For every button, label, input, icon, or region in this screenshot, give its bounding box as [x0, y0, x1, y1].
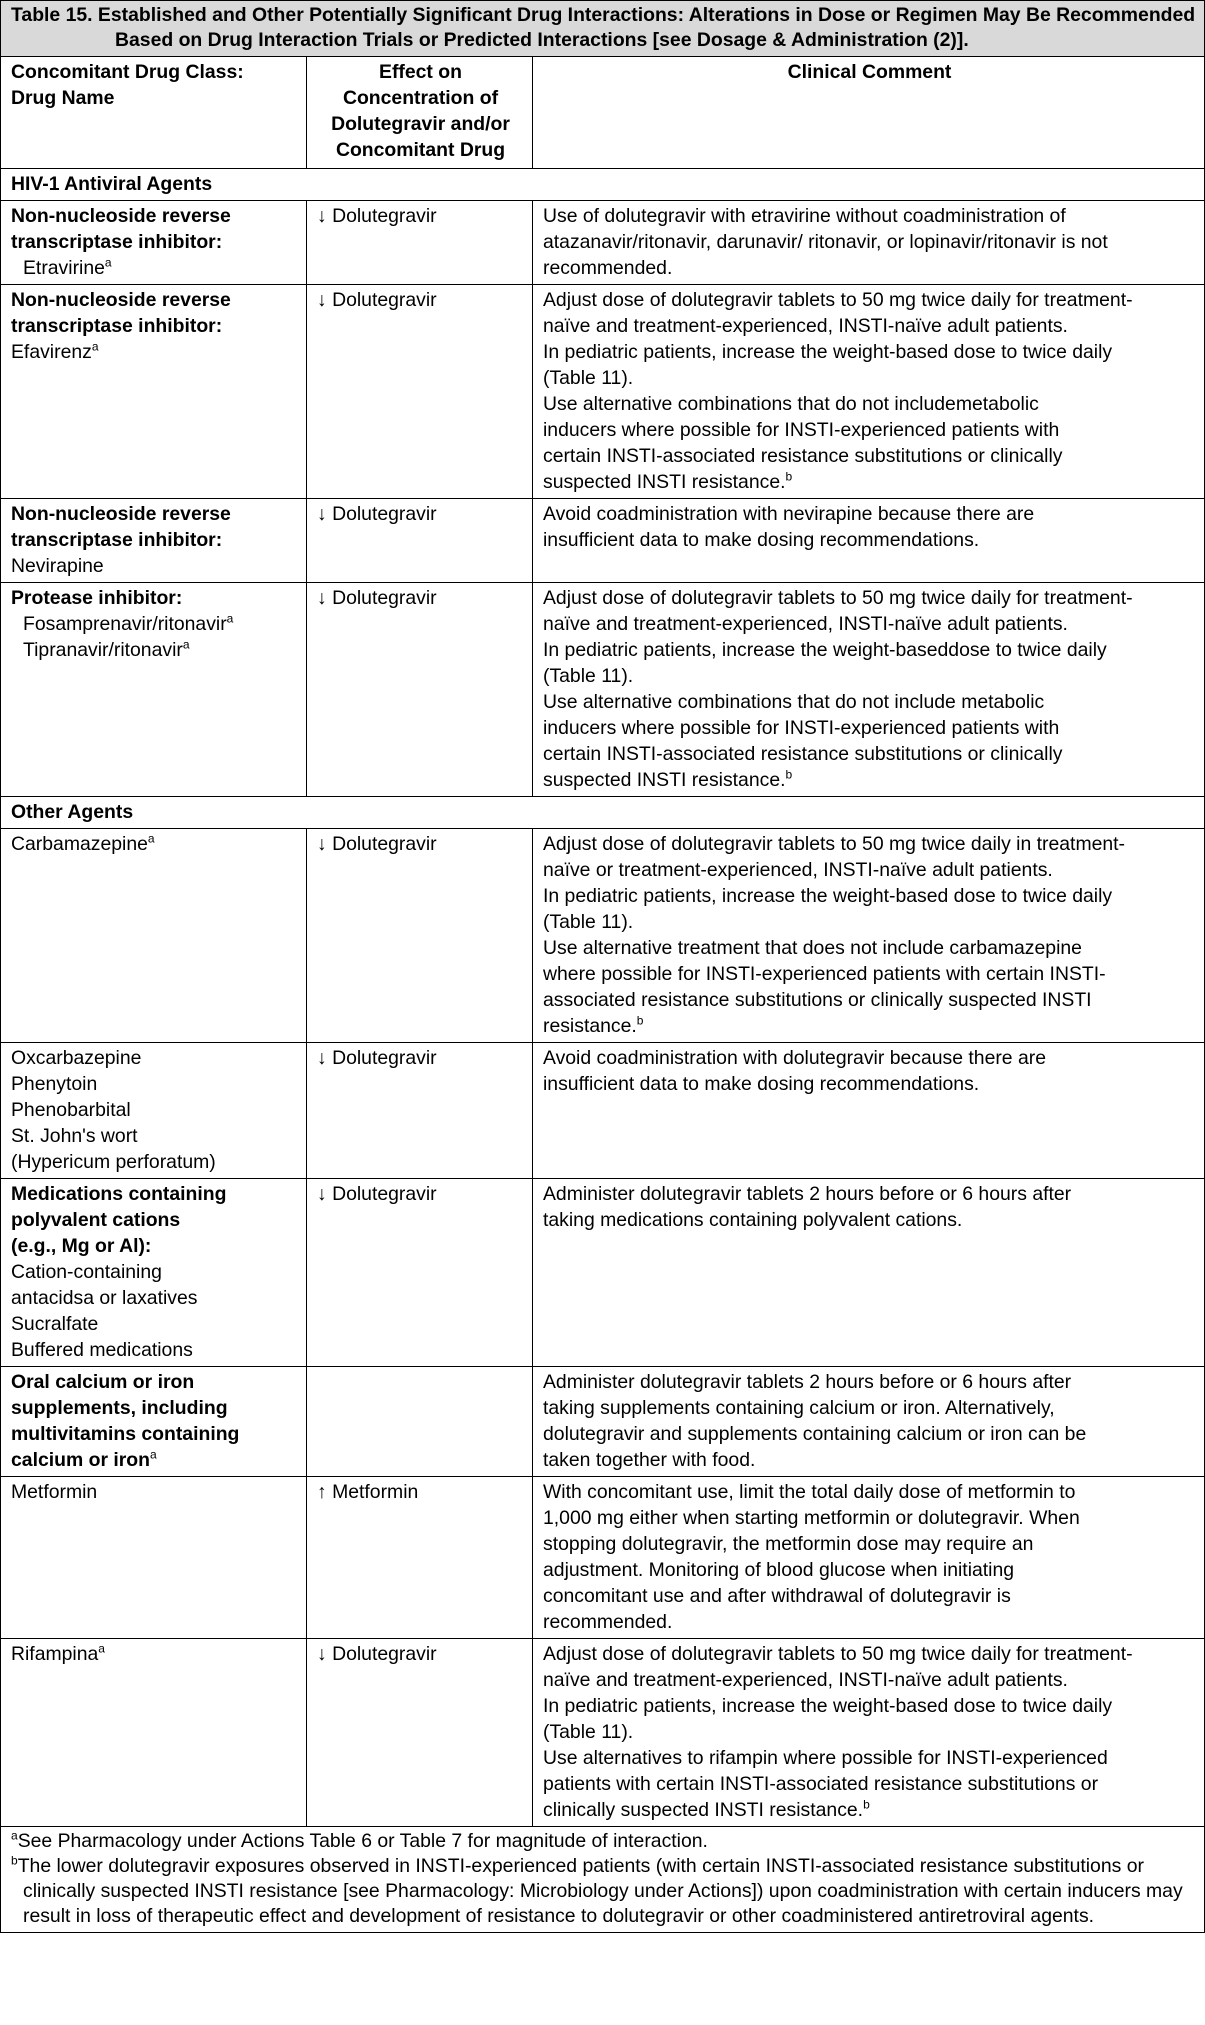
- drug-class-label: transcriptase inhibitor:: [11, 529, 223, 551]
- comment-line: certain INSTI-associated resistance substitutions or clinically: [543, 445, 1063, 467]
- table-row: [1, 583, 1205, 797]
- comment-line: Avoid coadministration with dolutegravir because there are: [543, 1047, 1047, 1069]
- header-drug-class-line2: Drug Name: [11, 87, 115, 109]
- drug-cell: [1, 1639, 307, 1827]
- comment-line: taken together with food.: [543, 1449, 756, 1471]
- drug-name: St. John's wort: [11, 1125, 138, 1147]
- drug-class-label: Non-nucleoside reverse: [11, 205, 231, 227]
- comment-line: certain INSTI-associated resistance substitutions or clinically: [543, 743, 1063, 765]
- comment-line: Administer dolutegravir tablets 2 hours before or 6 hours after: [543, 1183, 1072, 1205]
- comment-cell: [533, 1367, 1205, 1477]
- comment-line: dolutegravir and supplements containing calcium or iron can be: [543, 1423, 1087, 1445]
- drug-cell: [1, 499, 307, 583]
- effect-cell: ↓ Dolutegravir: [307, 499, 533, 583]
- drug-name: Efavirenz$^a$: [11, 339, 99, 363]
- comment-line: resistance.$^b$: [543, 1013, 644, 1037]
- comment-line: (Table 11).: [543, 911, 634, 933]
- drug-name: Oxcarbazepine: [11, 1047, 142, 1069]
- comment-line: In pediatric patients, increase the weight-based dose to twice daily: [543, 885, 1113, 907]
- effect-cell: ↓ Dolutegravir: [307, 201, 533, 285]
- header-effect-line1: Effect on: [379, 61, 462, 83]
- comment-cell: [533, 583, 1205, 797]
- drug-cell: [1, 1043, 307, 1179]
- effect-cell: ↓ Dolutegravir: [307, 1639, 533, 1827]
- table-row: [1, 285, 1205, 499]
- comment-line: Use alternative combinations that do not includemetabolic: [543, 393, 1039, 415]
- drug-name: Rifampina$^a$: [11, 1641, 105, 1665]
- drug-class-label: Protease inhibitor:: [11, 587, 183, 609]
- header-drug-class-line1: Concomitant Drug Class:: [11, 61, 244, 83]
- comment-line: Administer dolutegravir tablets 2 hours before or 6 hours after: [543, 1371, 1072, 1393]
- drug-name: antacidsa or laxatives: [11, 1287, 198, 1309]
- comment-line: With concomitant use, limit the total daily dose of metformin to: [543, 1481, 1076, 1503]
- drug-class-label: Oral calcium or iron: [11, 1371, 195, 1393]
- comment-line: In pediatric patients, increase the weight-baseddose to twice daily: [543, 639, 1107, 661]
- table-row: [1, 201, 1205, 285]
- comment-line: concomitant use and after withdrawal of dolutegravir is: [543, 1585, 1011, 1607]
- drug-name: Phenobarbital: [11, 1099, 131, 1121]
- comment-line: In pediatric patients, increase the weight-based dose to twice daily: [543, 1695, 1113, 1717]
- header-effect-line2: Concentration of: [342, 87, 499, 109]
- comment-line: associated resistance substitutions or clinically suspected INSTI: [543, 989, 1092, 1011]
- comment-line: naïve and treatment-experienced, INSTI-naïve adult patients.: [543, 1669, 1068, 1691]
- header-drug-class: [1, 57, 307, 169]
- footnote-ref: a: [91, 339, 99, 354]
- effect-cell: ↓ Dolutegravir: [307, 829, 533, 1043]
- comment-cell: [533, 1477, 1205, 1639]
- comment-line: inducers where possible for INSTI-experienced patients with: [543, 419, 1060, 441]
- footnote-mark: a: [11, 1828, 18, 1843]
- drug-name: Carbamazepine$^a$: [11, 831, 155, 855]
- drug-name: Buffered medications: [11, 1339, 193, 1361]
- drug-class-label: Non-nucleoside reverse: [11, 503, 231, 525]
- comment-cell: [533, 201, 1205, 285]
- comment-cell: [533, 1639, 1205, 1827]
- comment-line: naïve or treatment-experienced, INSTI-naïve adult patients.: [543, 859, 1053, 881]
- comment-line: Use alternatives to rifampin where possible for INSTI-experienced: [543, 1747, 1108, 1769]
- footnote-ref: a: [147, 831, 155, 846]
- comment-line: Adjust dose of dolutegravir tablets to 50 mg twice daily in treatment-: [543, 833, 1126, 855]
- drug-cell: [1, 201, 307, 285]
- table-row: [1, 1043, 1205, 1179]
- comment-cell: [533, 499, 1205, 583]
- comment-line: suspected INSTI resistance.$^b$: [543, 469, 793, 493]
- comment-line: Adjust dose of dolutegravir tablets to 50 mg twice daily for treatment-: [543, 587, 1133, 609]
- comment-cell: [533, 285, 1205, 499]
- comment-line: Use alternative combinations that do not include metabolic: [543, 691, 1045, 713]
- drug-name: Fosamprenavir/ritonavir$^a$: [23, 611, 234, 635]
- footnote-ref: b: [863, 1797, 870, 1812]
- effect-cell: [307, 1367, 533, 1477]
- comment-cell: [533, 1043, 1205, 1179]
- comment-line: recommended.: [543, 1611, 673, 1633]
- comment-line: taking supplements containing calcium or iron. Alternatively,: [543, 1397, 1055, 1419]
- footnote-ref: b: [636, 1013, 644, 1028]
- drug-class-label: Medications containing: [11, 1183, 227, 1205]
- drug-class-label: Non-nucleoside reverse: [11, 289, 231, 311]
- drug-name: Metformin: [11, 1481, 98, 1503]
- footnote-mark: b: [11, 1853, 18, 1868]
- drug-cell: [1, 829, 307, 1043]
- comment-line: recommended.: [543, 257, 673, 279]
- comment-line: (Table 11).: [543, 665, 634, 687]
- drug-class-label: multivitamins containing: [11, 1423, 240, 1445]
- table-caption-text: Table 15. Established and Other Potentially Significant Drug Interactions: Alterations in Dose or Regimen May Be Recommended Based on Drug Interaction Trials or Predicted Interactions [see Dosage & Administration (2)].: [11, 4, 1196, 51]
- drug-class-label: (e.g., Mg or Al):: [11, 1235, 152, 1257]
- drug-name: Sucralfate: [11, 1313, 99, 1335]
- comment-line: stopping dolutegravir, the metformin dose may require an: [543, 1533, 1034, 1555]
- comment-line: atazanavir/ritonavir, darunavir/ ritonavir, or lopinavir/ritonavir is not: [543, 231, 1108, 253]
- comment-line: clinically suspected INSTI resistance.$^b$: [543, 1797, 870, 1821]
- drug-class-label: supplements, including: [11, 1397, 228, 1419]
- comment-line: Adjust dose of dolutegravir tablets to 50 mg twice daily for treatment-: [543, 1643, 1133, 1665]
- header-effect-line4: Concomitant Drug: [335, 139, 506, 161]
- drug-cell: [1, 1477, 307, 1639]
- effect-cell: ↓ Dolutegravir: [307, 1179, 533, 1367]
- drug-name: Cation-containing: [11, 1261, 162, 1283]
- footnote-ref: b: [785, 767, 793, 782]
- drug-name: Phenytoin: [11, 1073, 98, 1095]
- comment-line: where possible for INSTI-experienced patients with certain INSTI-: [543, 963, 1106, 985]
- footnote-ref: a: [182, 637, 190, 652]
- effect-cell: ↓ Dolutegravir: [307, 285, 533, 499]
- comment-line: Adjust dose of dolutegravir tablets to 50 mg twice daily for treatment-: [543, 289, 1133, 311]
- drug-cell: [1, 1179, 307, 1367]
- comment-line: (Table 11).: [543, 367, 634, 389]
- drug-cell: [1, 285, 307, 499]
- drug-class-label: polyvalent cations: [11, 1209, 181, 1231]
- drug-class-label: transcriptase inhibitor:: [11, 231, 223, 253]
- header-clinical-comment: Clinical Comment: [533, 57, 1205, 169]
- comment-cell: [533, 1179, 1205, 1367]
- table-row: [1, 1477, 1205, 1639]
- comment-cell: [533, 829, 1205, 1043]
- drug-name: Nevirapine: [11, 555, 104, 577]
- header-effect-line3: Dolutegravir and/or: [331, 113, 510, 135]
- comment-line: naïve and treatment-experienced, INSTI-naïve adult patients.: [543, 613, 1068, 635]
- effect-cell: ↓ Dolutegravir: [307, 583, 533, 797]
- footnote-ref: b: [785, 469, 793, 484]
- table-row: [1, 1179, 1205, 1367]
- comment-line: (Table 11).: [543, 1721, 634, 1743]
- comment-line: suspected INSTI resistance.$^b$: [543, 767, 793, 791]
- comment-line: Avoid coadministration with nevirapine because there are: [543, 503, 1035, 525]
- drug-cell: [1, 1367, 307, 1477]
- footnote-a: $^a$See Pharmacology under Actions Table 6 or Table 7 for magnitude of interaction.: [11, 1828, 708, 1852]
- table-caption: [1, 1, 1205, 57]
- comment-line: patients with certain INSTI-associated resistance substitutions or: [543, 1773, 1099, 1795]
- drug-cell: [1, 583, 307, 797]
- table-row: [1, 829, 1205, 1043]
- comment-line: In pediatric patients, increase the weight-based dose to twice daily: [543, 341, 1113, 363]
- table-row: [1, 1639, 1205, 1827]
- drug-class-label: transcriptase inhibitor:: [11, 315, 223, 337]
- footnote-ref: a: [150, 1447, 157, 1462]
- footnote-ref: a: [104, 255, 112, 270]
- comment-line: insufficient data to make dosing recommendations.: [543, 529, 980, 551]
- section-other-agents: Other Agents: [1, 797, 1205, 829]
- comment-line: inducers where possible for INSTI-experienced patients with: [543, 717, 1060, 739]
- drug-name: Tipranavir/ritonavir$^a$: [23, 637, 190, 661]
- comment-line: 1,000 mg either when starting metformin or dolutegravir. When: [543, 1507, 1080, 1529]
- drug-class-label: calcium or iron$^a$: [11, 1447, 157, 1471]
- comment-line: naïve and treatment-experienced, INSTI-naïve adult patients.: [543, 315, 1068, 337]
- drug-name: (Hypericum perforatum): [11, 1151, 216, 1173]
- comment-line: Use of dolutegravir with etravirine without coadministration of: [543, 205, 1066, 227]
- drug-name: Etravirine$^a$: [23, 255, 112, 279]
- comment-line: insufficient data to make dosing recommendations.: [543, 1073, 980, 1095]
- section-hiv-antiviral: HIV-1 Antiviral Agents: [1, 169, 1205, 201]
- comment-line: adjustment. Monitoring of blood glucose when initiating: [543, 1559, 1015, 1581]
- footnote-ref: a: [226, 611, 234, 626]
- table-footnotes: [1, 1827, 1205, 1933]
- comment-line: taking medications containing polyvalent cations.: [543, 1209, 963, 1231]
- footnote-b: $^b$The lower dolutegravir exposures observed in INSTI-experienced patients (with certain INSTI-associated resistance substitutions or clinically suspected INSTI resistance [see Pharmacology: Microbiology under Actions]) upon coadministration with certain inducers may result in loss of therapeutic effect and development of resistance to dolutegravir or other coadministered antiretroviral agents.: [11, 1853, 1183, 1927]
- footnote-ref: a: [98, 1641, 105, 1656]
- table-row: [1, 499, 1205, 583]
- effect-cell: ↓ Dolutegravir: [307, 1043, 533, 1179]
- table-row: [1, 1367, 1205, 1477]
- header-effect: [307, 57, 533, 169]
- effect-cell: ↑ Metformin: [307, 1477, 533, 1639]
- comment-line: Use alternative treatment that does not include carbamazepine: [543, 937, 1082, 959]
